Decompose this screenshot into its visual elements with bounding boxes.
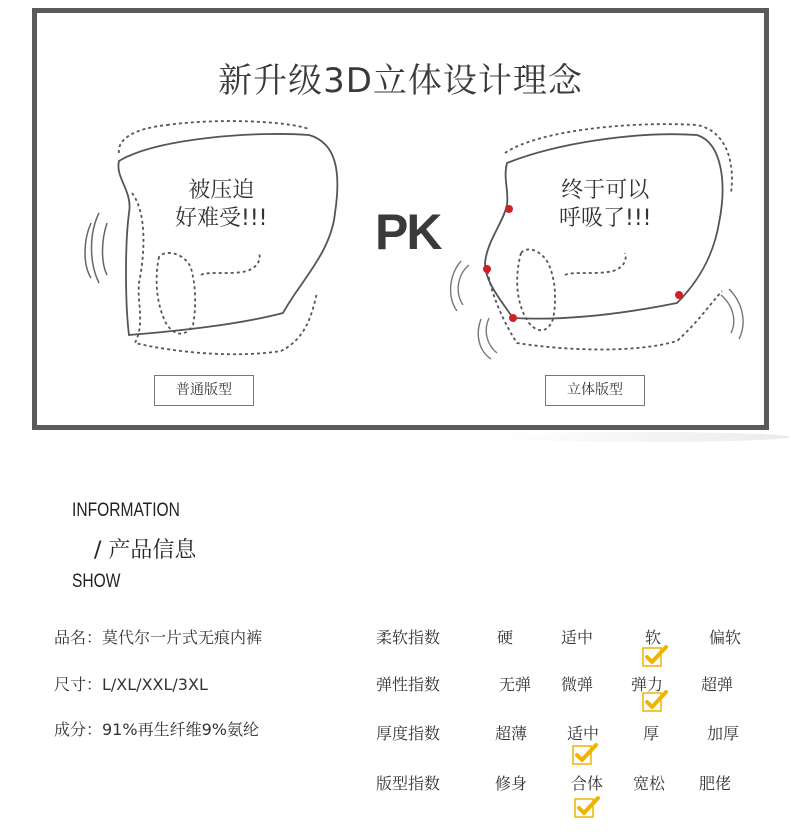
elasticity-option-1: 无弹 [498,675,531,694]
spec-product-name: 品名：莫代尔一片式无痕内裤 [54,628,263,647]
ordinary-cut-label: 普通版型 [154,375,254,406]
softness-option-3: 软 [644,628,661,647]
spec-size: 尺寸：L/XL/XXL/3XL [54,675,208,694]
banner-headline: 新升级3D立体设计理念 [218,61,583,101]
fit-option-1: 修身 [494,774,527,793]
left-speech-line-1: 被压迫 [188,178,255,203]
softness-index-label: 柔软指数 [376,628,441,647]
3d-brief-drawing [485,124,732,349]
right-speech-line-2: 呼吸了!!! [559,206,652,231]
versus-mark: PK [375,204,441,260]
spec-material: 成分：91%再生纤维9%氨纶 [54,720,259,739]
banner-shadow [490,432,790,442]
elasticity-option-4: 超弹 [700,675,733,694]
thickness-option-3: 厚 [642,724,659,743]
info-show-en: SHOW [72,571,121,592]
thickness-index-label: 厚度指数 [376,724,441,743]
left-speech-text [175,177,267,233]
right-speech-line-1: 终于可以 [561,178,650,203]
elasticity-option-2: 微弹 [560,675,593,694]
thickness-check-icon [572,743,598,765]
softness-option-2: 适中 [560,628,593,647]
elasticity-check-icon [642,690,668,712]
thickness-option-4: 加厚 [706,724,739,743]
elasticity-index-label: 弹性指数 [376,675,441,694]
softness-option-1: 硬 [496,628,513,647]
left-speech-line-2: 好难受!!! [175,206,268,231]
3d-cut-label: 立体版型 [545,375,645,406]
softness-check-icon [642,645,668,667]
fit-option-4: 肥佬 [698,774,731,793]
comparison-banner [32,8,769,430]
fit-index-label: 版型指数 [376,774,441,793]
fit-option-2: 合体 [570,774,603,793]
fit-check-icon [574,796,600,818]
ordinary-brief-drawing [118,121,337,354]
pressure-lines-icon [85,213,107,283]
info-heading-en: INFORMATION [72,500,180,521]
info-heading-cn: / 产品信息 [94,538,197,563]
softness-option-4: 偏软 [708,628,741,647]
thickness-option-1: 超薄 [494,724,527,743]
elasticity-option-3: 弹力 [630,675,663,694]
right-speech-text [559,177,651,233]
thickness-option-2: 适中 [566,724,599,743]
fit-option-3: 宽松 [632,774,665,793]
